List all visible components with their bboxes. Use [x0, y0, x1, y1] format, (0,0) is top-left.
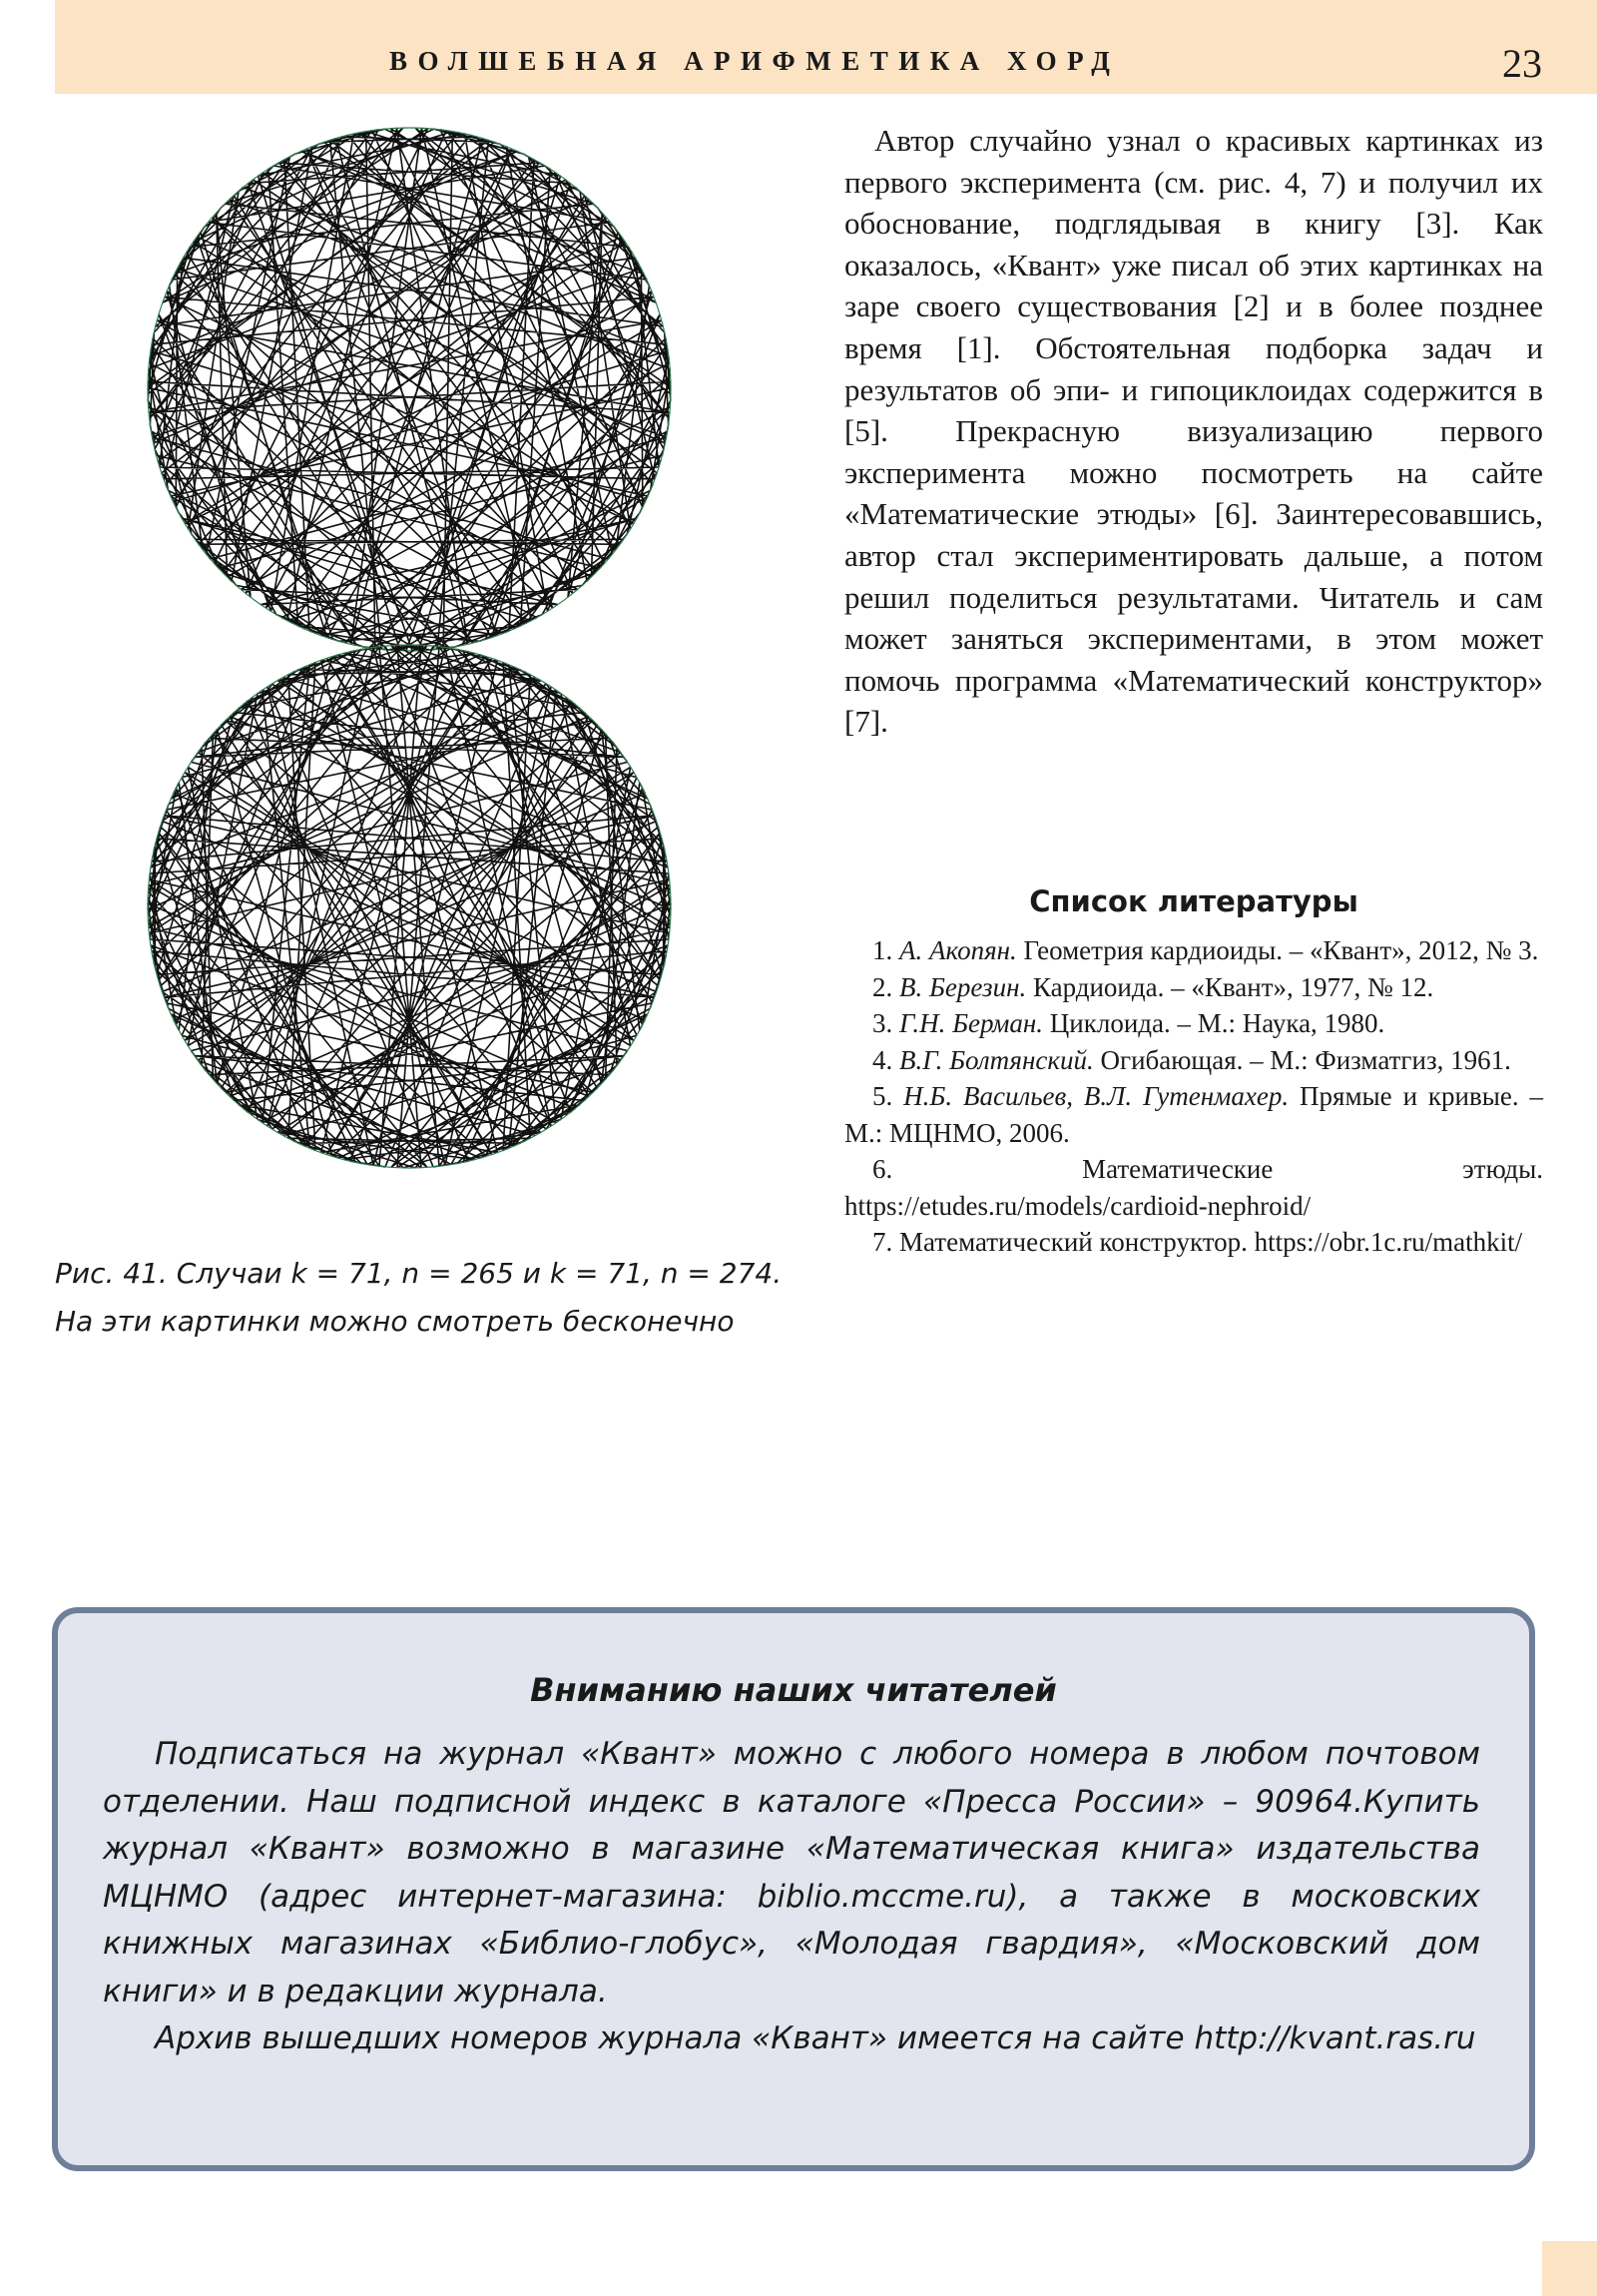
chord-diagram-k71-n274 — [148, 645, 671, 1168]
reference-text: Огибающая. – М.: Физматгиз, 1961. — [1100, 1044, 1511, 1075]
figure-caption — [55, 1250, 783, 1346]
reference-author: Н.Б. Васильев, В.Л. Гутенмахер. — [903, 1081, 1290, 1111]
body-paragraph: Автор случайно узнал о красивых картинках из первого эксперимента (см. рис. 4, 7) и получил их обоснование, подглядывая в книгу [3]. Как оказалось, «Квант» уже писал об этих картинках на заре своего существования [2] и в более позднее время [1]. Обстоятельная подборка задач и результатов об эпи- и гипоциклоидах содержится в [5]. Прекрасную визуализацию первого эксперимента можно посмотреть на сайте «Математические этюды» [6]. Заинтересовавшись, автор стал экспериментировать дальше, а потом решил поделиться результатами. Читатель и сам может заняться экспериментами, в этом может помочь программа «Математический конструктор» [7]. — [844, 123, 1543, 740]
references-heading: Список литературы — [1029, 884, 1358, 918]
reference-text: Математический конструктор. https://obr.1c.ru/mathkit/ — [899, 1227, 1523, 1257]
reference-author: А. Акопян. — [899, 935, 1017, 965]
page-corner-tab — [1542, 2241, 1597, 2296]
reference-number: 7. — [872, 1227, 893, 1257]
reference-text: Прямые и кривые. – М.: МЦНМО, 2006. — [844, 1081, 1544, 1148]
reference-number: 3. — [872, 1008, 893, 1038]
notice-paragraph-archive: Архив вышедших номеров журнала «Квант» имеется на сайте http://kvant.ras.ru — [155, 2020, 1476, 2056]
reference-item — [844, 969, 1543, 1006]
chord-lines — [148, 645, 671, 1168]
notice-paragraph-subscription: Подписаться на журнал «Квант» можно с любого номера в любом почтовом отделении. Наш подписной индекс в каталоге «Пресса России» – 90964.Купить журнал «Квант» возможно в магазине «Математическая книга» издательства МЦНМО (адрес интернет-магазина: biblio.mccme.ru), а также в московских книжных магазинах «Библио-глобус», «Молодая гвардия», «Московский дом книги» и в редакции журнала. — [103, 1736, 1480, 2009]
reference-author: В.Г. Болтянский. — [899, 1044, 1094, 1075]
reference-number: 1. — [872, 935, 893, 965]
reference-number: 5. — [872, 1081, 893, 1111]
reference-item — [844, 1042, 1543, 1079]
notice-body — [103, 1731, 1480, 2063]
reference-item — [844, 1151, 1543, 1224]
circle-outline — [148, 645, 671, 1168]
reference-number: 4. — [872, 1044, 893, 1075]
running-title: ВОЛШЕБНАЯ АРИФМЕТИКА ХОРД — [389, 46, 1121, 76]
reference-author: В. Березин. — [899, 971, 1027, 1002]
chord-diagram-k71-n265 — [148, 128, 671, 651]
reference-author: Г.Н. Берман. — [899, 1008, 1044, 1038]
notice-title: Вниманию наших читателей — [530, 1671, 1057, 1709]
reference-text: Циклоида. – М.: Наука, 1980. — [1049, 1008, 1385, 1038]
reference-item — [844, 932, 1543, 969]
caption-line-2: На эти картинки можно смотреть бесконечно — [55, 1305, 735, 1338]
reference-item — [844, 1224, 1543, 1261]
reference-number: 6. — [872, 1154, 893, 1184]
caption-line-1: Рис. 41. Случаи k = 71, n = 265 и k = 71, n = 274. — [55, 1257, 783, 1290]
reference-text: Математические этюды. https://etudes.ru/models/cardioid-nephroid/ — [844, 1154, 1543, 1221]
figure-41 — [145, 125, 674, 1171]
chord-lines — [148, 128, 671, 651]
reference-text: Кардиоида. – «Квант», 1977, № 12. — [1032, 971, 1434, 1002]
reference-item — [844, 1005, 1543, 1042]
reference-number: 2. — [872, 971, 893, 1002]
readers-notice-box — [52, 1607, 1535, 2171]
reference-item — [844, 1078, 1543, 1151]
reference-text: Геометрия кардиоиды. – «Квант», 2012, № 3. — [1023, 935, 1539, 965]
page-number: 23 — [1502, 41, 1542, 86]
chord-diagrams — [145, 125, 674, 1171]
references-list — [844, 932, 1543, 1261]
